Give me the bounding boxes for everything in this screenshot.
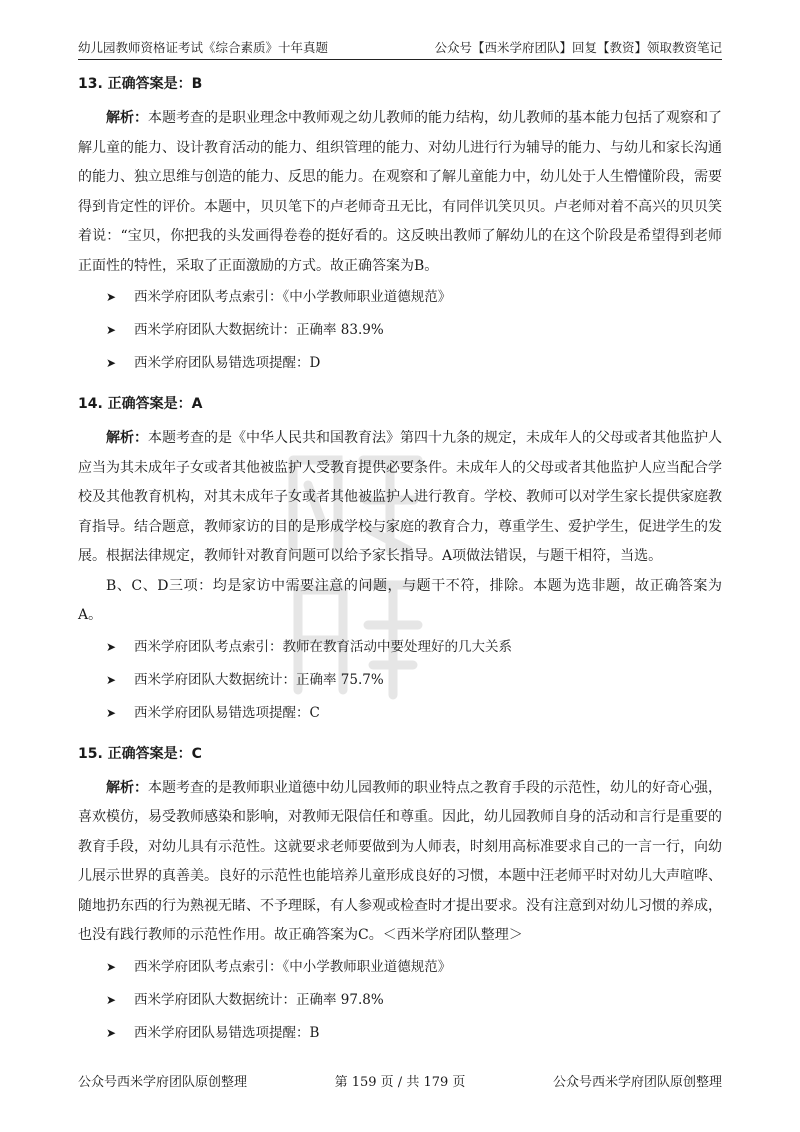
answer-title: 15. 正确答案是：C: [78, 745, 202, 762]
explanation-paragraph: [78, 104, 722, 281]
answer-title: 13. 正确答案是：B: [78, 76, 203, 92]
bullet-text: 西米学府团队大数据统计：正确率 83.9%: [134, 322, 384, 338]
arrowhead-bullet-icon: ➤: [106, 672, 117, 687]
question-15: [78, 744, 722, 1050]
explanation-paragraph: [78, 774, 722, 951]
arrowhead-bullet-icon: ➤: [106, 1025, 117, 1040]
arrowhead-bullet-icon: ➤: [106, 705, 117, 720]
arrowhead-bullet-icon: ➤: [106, 323, 117, 337]
explanation-text: 本题考查的是职业理念中教师观之幼儿教师的能力结构，幼儿教师的基本能力包括了观察和了解儿童的能力、设计教育活动的能力、组织管理的能力、对幼儿进行行为辅导的能力、与幼儿和家长沟通的能力、独立思维与创造的能力、反思的能力。在观察和了解儿童能力中，幼儿处于人生懵懂阶段，需要得到肯定性的评价。本题中，贝贝笔下的卢老师奇丑无比，有同伴讥笑贝贝。卢老师对着不高兴的贝贝笑着说：“宝贝，你把我的头发画得卷卷的挺好看的。这反映出教师了解幼儿的在这个阶段是希望得到老师正面性的特性，采取了正面激励的方式。故正确答案为B。: [78, 110, 722, 274]
explanation-paragraph: [78, 424, 722, 572]
bullet-item: [78, 314, 722, 347]
bullet-item: [78, 697, 722, 730]
bullet-item: [78, 281, 722, 314]
bullet-text: 西米学府团队易错选项提醒：D: [134, 355, 321, 371]
bullet-text: 西米学府团队易错选项提醒：B: [134, 1024, 320, 1041]
bullet-item: [78, 347, 722, 380]
bullet-text: 西米学府团队易错选项提醒：C: [134, 704, 320, 721]
explanation-text: 本题考查的是教师职业道德中幼儿园教师的职业特点之教育手段的示范性，幼儿的好奇心强，喜欢模仿，易受教师感染和影响，对教师无限信任和尊重。因此，幼儿园教师自身的活动和言行是重要的教育手段，对幼儿具有示范性。这就要求老师要做到为人师表，时刻用高标准要求自己的一言一行，向幼儿展示世界的真善美。良好的示范性也能培养儿童形成良好的习惯，本题中汪老师平时对幼儿大声喧哗、随地扔东西的行为熟视无睹、不予理睬，有人参观或检查时才提出要求。没有注意到对幼儿习惯的养成，也没有践行教师的示范性作用。故正确答案为C。＜西米学府团队整理＞: [78, 779, 722, 943]
header-left-title: 幼儿园教师资格证考试《综合素质》十年真题: [78, 40, 329, 55]
arrowhead-bullet-icon: ➤: [106, 290, 117, 304]
bullet-item: [78, 984, 722, 1017]
explanation-paragraph: [78, 572, 722, 631]
question-14: [78, 394, 722, 730]
page-footer: [78, 1071, 722, 1090]
bullet-item: [78, 1017, 722, 1050]
page-number: 第 159 页 / 共 179 页: [334, 1075, 466, 1090]
bullet-item: [78, 951, 722, 984]
explanation-lead: 解析：: [106, 110, 148, 126]
arrowhead-bullet-icon: ➤: [106, 992, 117, 1007]
explanation-lead: 解析：: [106, 779, 148, 796]
bullet-item: [78, 664, 722, 697]
bullet-text: 西米学府团队大数据统计：正确率 75.7%: [134, 671, 384, 688]
footer-left-note: 公众号西米学府团队原创整理: [78, 1075, 248, 1090]
arrowhead-bullet-icon: ➤: [106, 639, 117, 654]
page-header: [78, 36, 722, 60]
page-content: [78, 74, 722, 1064]
bullet-text: 西米学府团队大数据统计：正确率 97.8%: [134, 991, 384, 1008]
question-13: [78, 74, 722, 380]
arrowhead-bullet-icon: ➤: [106, 959, 117, 974]
explanation-text: 本题考查的是《中华人民共和国教育法》第四十九条的规定，未成年人的父母或者其他监护人应当为其未成年子女或者其他被监护人受教育提供必要条件。未成年人的父母或者其他监护人应当配合学校及其他教育机构，对其未成年子女或者其他被监护人进行教育。学校、教师可以对学生家长提供家庭教育指导。结合题意，教师家访的目的是形成学校与家庭的教育合力，尊重学生、爱护学生，促进学生的发展。根据法律规定，教师针对教育问题可以给予家长指导。A项做法错误，与题干相符，当选。: [78, 430, 722, 564]
header-right-note: 公众号【西米学府团队】回复【教资】领取教资笔记: [434, 40, 722, 55]
footer-right-note: 公众号西米学府团队原创整理: [552, 1075, 722, 1090]
explanation-text: B、C、D三项：均是家访中需要注意的问题，与题干不符，排除。本题为选非题，故正确答案为A。: [78, 577, 722, 623]
arrowhead-bullet-icon: ➤: [106, 356, 117, 370]
bullet-text: 西米学府团队考点索引：《中小学教师职业道德规范》: [134, 289, 452, 305]
bullet-text: 西米学府团队考点索引：《中小学教师职业道德规范》: [134, 958, 452, 975]
answer-title: 14. 正确答案是：A: [78, 396, 203, 412]
bullet-item: [78, 631, 722, 664]
explanation-lead: 解析：: [106, 430, 148, 446]
bullet-text: 西米学府团队考点索引：教师在教育活动中要处理好的几大关系: [134, 638, 512, 655]
